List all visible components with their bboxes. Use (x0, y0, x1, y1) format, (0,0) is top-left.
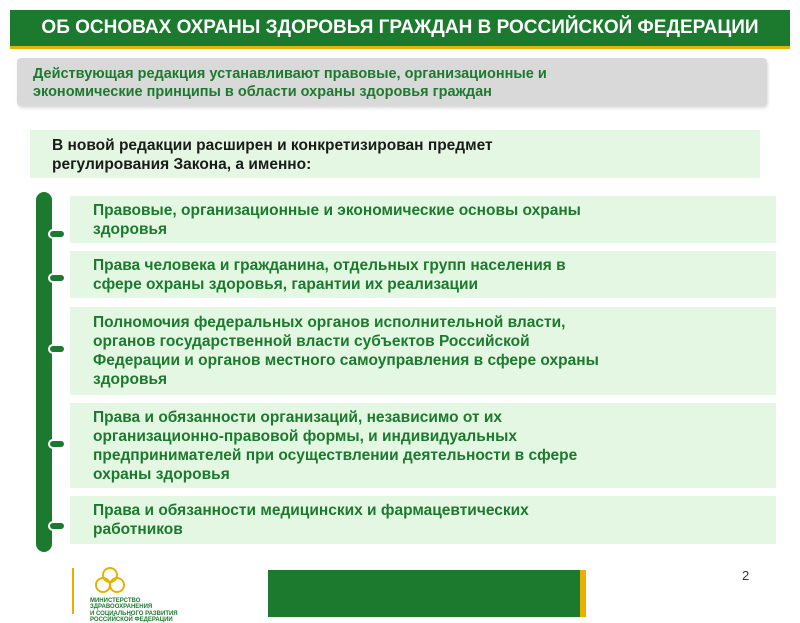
ministry-name (90, 598, 178, 623)
footer-band (268, 570, 586, 617)
ministry-name-line: И СОЦИАЛЬНОГО РАЗВИТИЯ (90, 610, 178, 617)
intro-line: Действующая редакция устанавливают правовые, организационные и (33, 66, 547, 82)
list-item-line: здоровья (93, 371, 168, 388)
list-item-line: Правовые, организационные и экономические основы охраны (93, 201, 581, 219)
page-number: 2 (742, 568, 750, 583)
ministry-name-line: РОССИЙСКОЙ ФЕДЕРАЦИИ (90, 616, 173, 623)
list-item-line: Полномочия федеральных органов исполнительной власти, (93, 314, 566, 331)
list-spine (36, 192, 52, 552)
list-item-line: Права человека и гражданина, отдельных групп населения в (93, 256, 566, 274)
list-item-line: органов государственной власти субъектов Российской (93, 333, 530, 350)
list-item (70, 496, 776, 544)
page-title: ОБ ОСНОВАХ ОХРАНЫ ЗДОРОВЬЯ ГРАЖДАН В РОССИЙСКОЙ ФЕДЕРАЦИИ (10, 10, 790, 46)
list-item-line: работников (93, 521, 183, 538)
list-item-line: охраны здоровья (93, 465, 230, 483)
list-connector (48, 229, 66, 239)
list-item-line: Права и обязанности медицинских и фармацевтических (93, 502, 529, 519)
ministry-name-line: МИНИСТЕРСТВО (90, 598, 141, 604)
list-connector (48, 521, 66, 531)
list-item-line: сфере охраны здоровья, гарантии их реализации (93, 275, 479, 293)
list-item (70, 196, 776, 243)
list-item-line: организационно-правовой формы, и индивидуальных (93, 427, 517, 445)
logo-divider (72, 568, 74, 614)
list-item-line: предпринимателей при осуществлении деятельности в сфере (93, 446, 578, 464)
list-connector (48, 273, 66, 283)
lead-box (30, 130, 760, 178)
list-item (70, 251, 776, 298)
ministry-emblem-icon (92, 566, 128, 596)
ministry-name-line: ЗДРАВООХРАНЕНИЯ (90, 604, 153, 611)
title-underline (10, 46, 790, 49)
intro-box (17, 58, 767, 106)
list-item-line: Федерации и органов местного самоуправления в сфере охраны (93, 352, 599, 369)
footer-band-accent (580, 570, 586, 617)
lead-line: В новой редакции расширен и конкретизирован предмет (52, 137, 493, 154)
intro-line: экономические принципы в области охраны здоровья граждан (33, 84, 492, 100)
ministry-logo (72, 562, 222, 623)
list-connector (48, 344, 66, 354)
list-connector (48, 439, 66, 449)
lead-line: регулирования Закона, а именно: (52, 156, 312, 173)
list-item-line: Права и обязанности организаций, независимо от их (93, 408, 503, 426)
list-item (70, 307, 776, 395)
list-item-line: здоровья (93, 220, 168, 238)
list-item (70, 403, 776, 488)
